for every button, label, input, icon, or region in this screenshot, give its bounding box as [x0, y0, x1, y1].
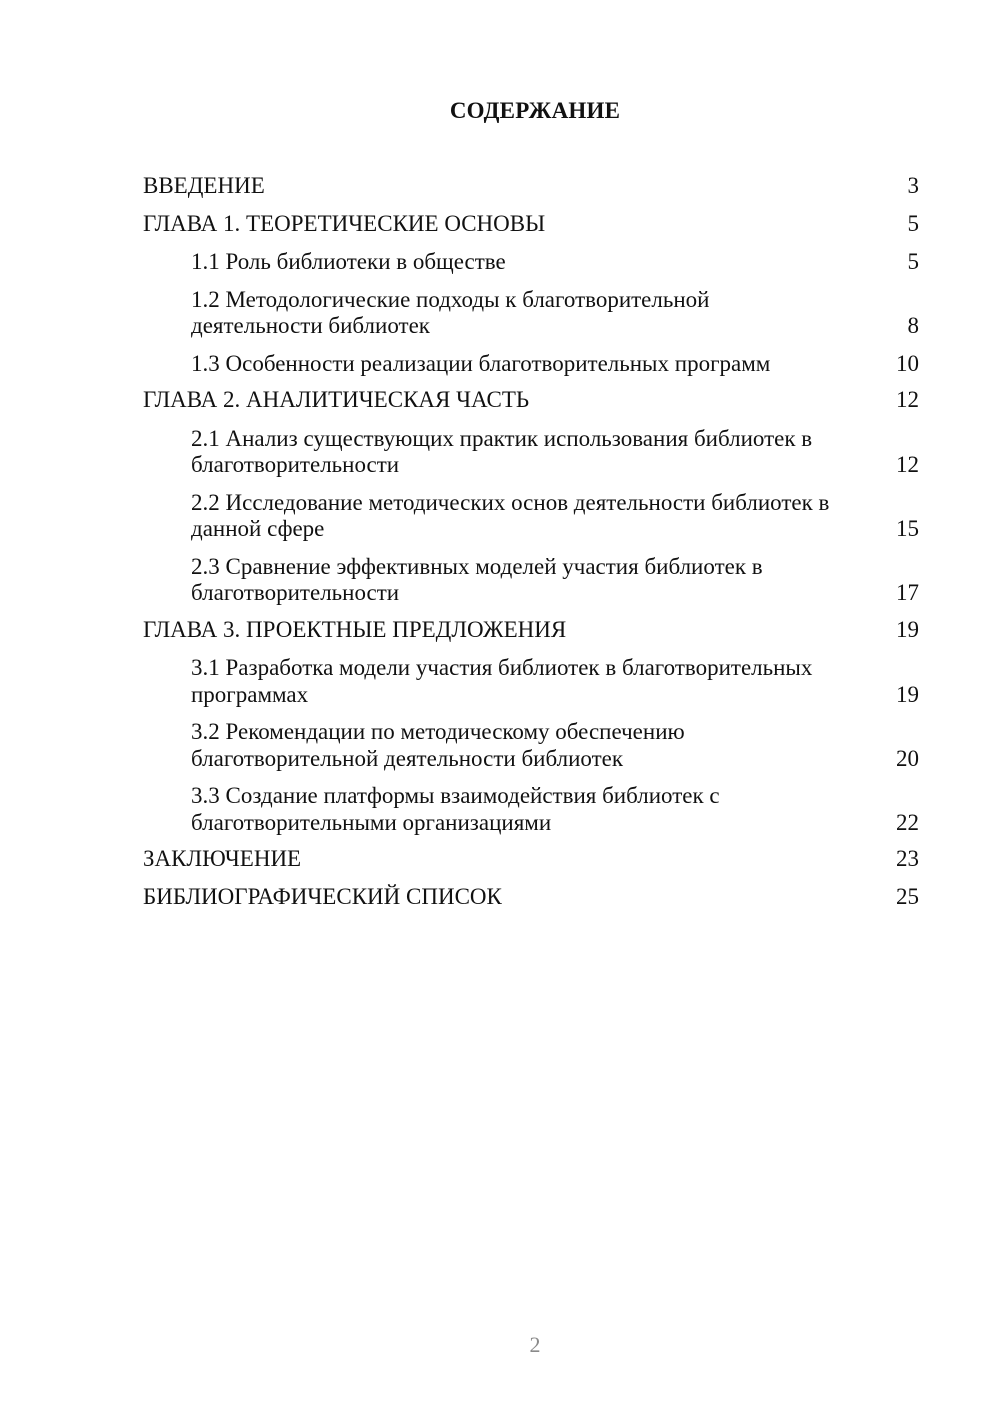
page-title: СОДЕРЖАНИЕ	[449, 98, 621, 123]
toc-entry-text: 1.3 Особенности реализации благотворительных программ	[191, 350, 771, 376]
toc-entry-page: 25	[896, 883, 919, 909]
toc-entry-text: 1.2 Методологические подходы к благотворительной деятельности библиотек	[191, 286, 710, 338]
toc-entry-section-2-1[interactable]	[143, 422, 921, 486]
toc-entry-section-2-2[interactable]	[143, 486, 921, 550]
toc-entry-chapter-2[interactable]	[143, 384, 921, 422]
toc-entry-page: 22	[896, 809, 919, 835]
toc-entry-text: 2.3 Сравнение эффективных моделей участия библиотек в благотворительности	[191, 553, 763, 605]
toc-entry-section-1-1[interactable]	[143, 245, 921, 283]
toc-entry-page: 19	[896, 681, 919, 707]
toc-entry-section-3-2[interactable]	[143, 715, 921, 779]
toc-entry-page: 5	[907, 210, 919, 236]
toc-entry-page: 23	[896, 846, 919, 871]
page-number: 2	[529, 1332, 541, 1357]
toc-entry-page: 3	[907, 173, 919, 198]
toc-entry-text: 2.2 Исследование методических основ деятельности библиотек в данной сфере	[191, 489, 830, 541]
toc-entry-section-2-3[interactable]	[143, 550, 921, 614]
toc-entry-section-3-3[interactable]	[143, 779, 921, 843]
toc-entry-text: ЗАКЛЮЧЕНИЕ	[143, 846, 302, 871]
toc-entry-text: ВВЕДЕНИЕ	[143, 173, 265, 198]
toc-entry-section-1-3[interactable]	[143, 347, 921, 385]
toc-entry-text: 3.3 Создание платформы взаимодействия библиотек с благотворительными организациями	[191, 783, 720, 835]
toc-entry-section-3-1[interactable]	[143, 651, 921, 715]
toc-entry-chapter-1[interactable]	[143, 208, 921, 246]
toc-entry-text: 2.1 Анализ существующих практик использования библиотек в благотворительности	[191, 425, 813, 477]
table-of-contents	[143, 170, 921, 918]
toc-entry-text: 1.1 Роль библиотеки в обществе	[191, 249, 506, 274]
toc-entry-page: 20	[896, 745, 919, 771]
toc-entry-page: 8	[907, 313, 919, 338]
toc-entry-page: 12	[896, 387, 919, 412]
toc-entry-page: 12	[896, 452, 919, 477]
toc-entry-bibliography[interactable]	[143, 881, 921, 919]
toc-entry-text: 3.1 Разработка модели участия библиотек в благотворительных программах	[191, 655, 813, 707]
toc-entry-page: 15	[896, 516, 919, 541]
toc-entry-section-1-2[interactable]	[143, 283, 921, 347]
toc-entry-text: 3.2 Рекомендации по методическому обеспечению благотворительной деятельности библиотек	[191, 719, 685, 771]
toc-entry-chapter-3[interactable]	[143, 614, 921, 652]
toc-entry-page: 10	[896, 350, 919, 376]
toc-entry-introduction[interactable]	[143, 170, 921, 208]
toc-entry-page: 5	[907, 249, 919, 274]
toc-entry-conclusion[interactable]	[143, 843, 921, 881]
toc-entry-text: ГЛАВА 1. ТЕОРЕТИЧЕСКИЕ ОСНОВЫ	[143, 210, 546, 236]
toc-entry-text: ГЛАВА 2. АНАЛИТИЧЕСКАЯ ЧАСТЬ	[143, 387, 530, 412]
toc-entry-page: 17	[896, 580, 919, 605]
toc-entry-text: БИБЛИОГРАФИЧЕСКИЙ СПИСОК	[143, 883, 502, 909]
toc-entry-text: ГЛАВА 3. ПРОЕКТНЫЕ ПРЕДЛОЖЕНИЯ	[143, 616, 567, 642]
toc-entry-page: 19	[896, 616, 919, 642]
